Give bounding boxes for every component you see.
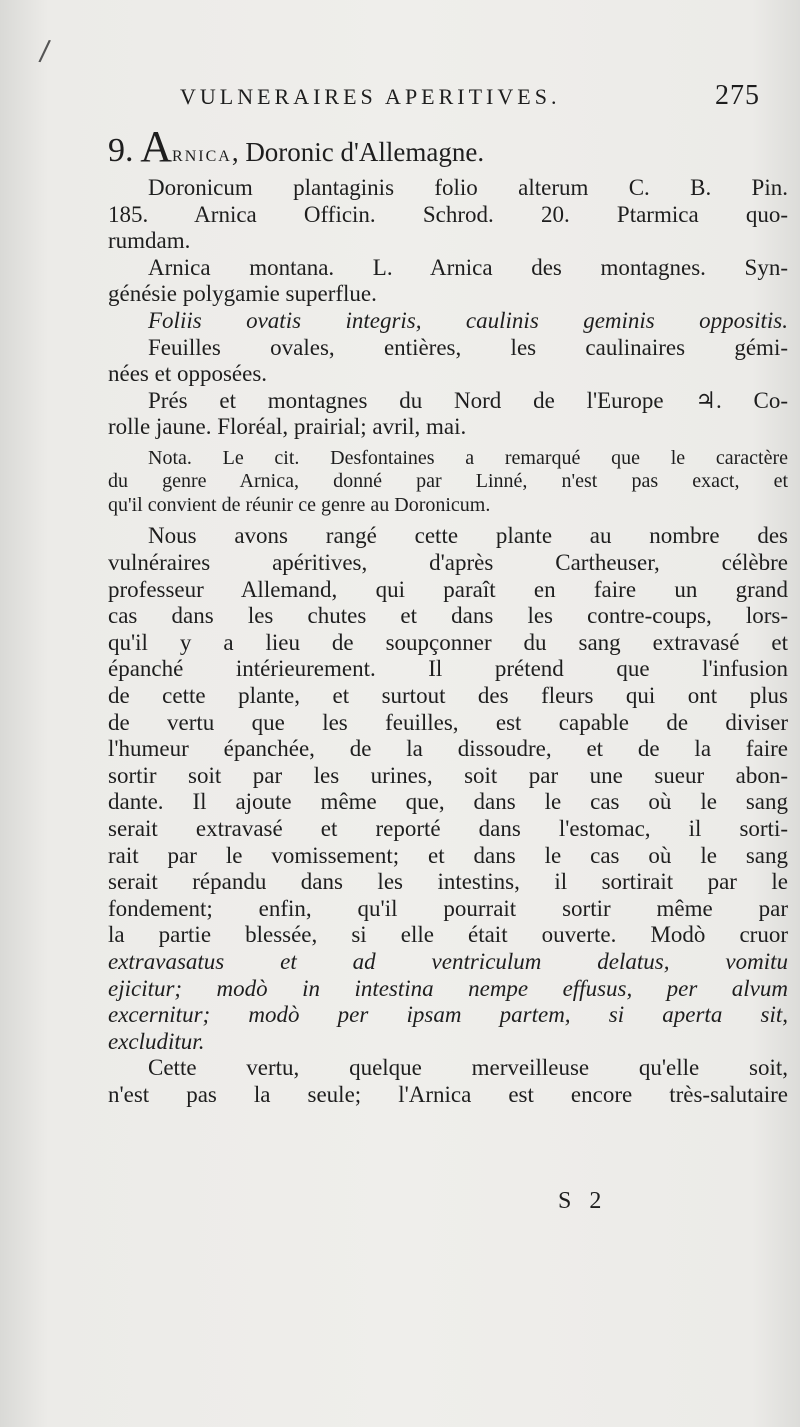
entry-heading (108, 122, 788, 175)
text-line: Nous avons rangé cette plante au nombre des (148, 523, 788, 549)
text-line: Cette vertu, quelque merveilleuse qu'elle soit, (148, 1055, 788, 1081)
text-line: nées et opposées. (108, 361, 268, 387)
text-line: n'est pas la seule; l'Arnica est encore très-salutaire (108, 1081, 788, 1107)
body-text (108, 122, 788, 1109)
text-line: 185. Arnica Officin. Schrod. 20. Ptarmica quo- (108, 201, 788, 227)
text-line: de vertu que les feuilles, est capable de diviser (108, 709, 788, 735)
text-line: de cette plante, et surtout des fleurs qui ont plus (108, 683, 788, 708)
text-line: ejicitur; modò in intestina nempe effusus, per alvum (108, 975, 788, 1001)
text-line: l'humeur épanchée, de la dissoudre, et de la faire (108, 736, 788, 762)
text-line: sortir soit par les urines, soit par une sueur abon- (108, 762, 788, 788)
entry-name-tail: , Doronic d'Allemagne. (231, 137, 485, 167)
entry-initial: A (140, 122, 173, 171)
text-line: cas dans les chutes et dans les contre-coups, lors- (108, 603, 788, 629)
entry-name: RNICA (172, 148, 232, 165)
text-line: Prés et montagnes du Nord de l'Europe ♃. Co- (148, 387, 788, 413)
text-line: génésie polygamie superflue. (108, 281, 377, 307)
text-line: fondement; enfin, qu'il pourrait sortir même par (108, 895, 788, 921)
text-line: vulnéraires apéritives, d'après Cartheuser, célèbre (108, 550, 788, 576)
text-line: rumdam. (108, 228, 191, 254)
text-line: Foliis ovatis integris, caulinis geminis oppositis. (148, 307, 788, 333)
text-line: épanché intérieurement. Il prétend que l'infusion (108, 656, 788, 682)
page-number: 275 (715, 80, 760, 111)
running-title: VULNERAIRES APERITIVES. (180, 84, 561, 109)
text-line: serait répandu dans les intestins, il sortirait par le (108, 869, 788, 895)
text-line: excernitur; modò per ipsam partem, si aperta sit, (108, 1002, 788, 1028)
note-line: Nota. Le cit. Desfontaines a remarqué que le caractère (148, 446, 788, 469)
margin-mark: / (37, 33, 52, 68)
text-line: Feuilles ovales, entières, les caulinaires gémi- (148, 334, 788, 360)
entry-number: 9. (108, 132, 134, 169)
text-line: serait extravasé et reporté dans l'estomac, il sorti- (108, 815, 788, 841)
running-header (180, 80, 760, 112)
text-line: professeur Allemand, qui paraît en faire un grand (108, 576, 788, 602)
text-line: rait par le vomissement; et dans le cas où le sang (108, 842, 788, 868)
text-line: Doronicum plantaginis folio alterum C. B. Pin. (148, 175, 788, 200)
text-line: dante. Il ajoute même que, dans le cas où le sang (108, 789, 788, 815)
text-line: excluditur. (108, 1028, 205, 1054)
note-line: du genre Arnica, donné par Linné, n'est pas exact, et (108, 470, 788, 493)
note-line: qu'il convient de réunir ce genre au Doronicum. (108, 493, 491, 516)
text-line: la partie blessée, si elle était ouverte. Modò cruor (108, 922, 788, 948)
signature-mark: S 2 (558, 1188, 608, 1214)
text-line: qu'il y a lieu de soupçonner du sang extravasé et (108, 629, 788, 655)
text-line: extravasatus et ad ventriculum delatus, vomitu (108, 948, 788, 974)
text-line: rolle jaune. Floréal, prairial; avril, mai. (108, 414, 467, 440)
text-line: Arnica montana. L. Arnica des montagnes. Syn- (148, 254, 788, 280)
